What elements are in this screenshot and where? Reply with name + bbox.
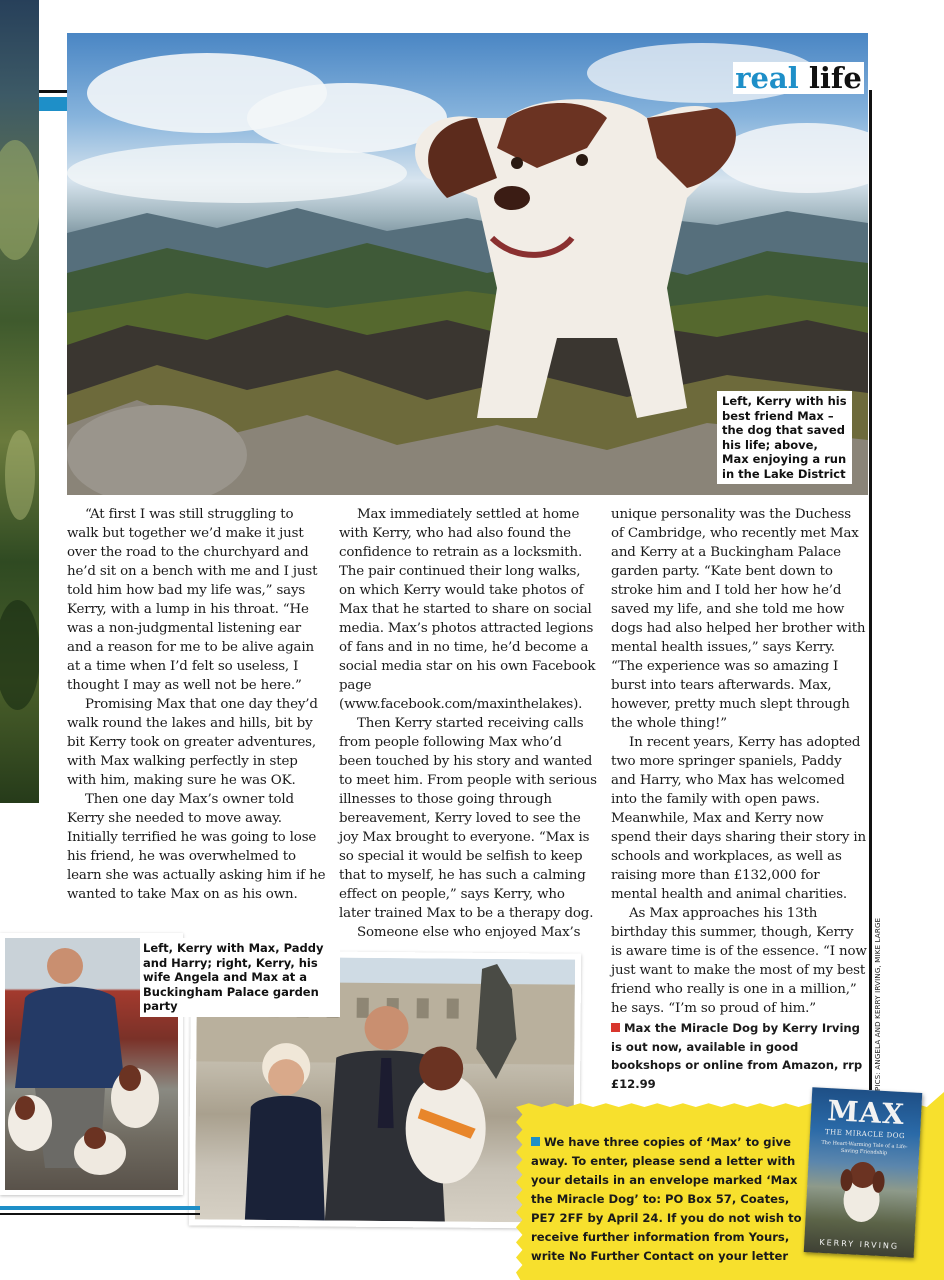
book-cover-title: MAX [826,1094,906,1132]
springer-spaniel-graphic [387,88,767,448]
giveaway-text-before: We have three copies of ‘Max’ to give away. To enter, please send a letter with your details in an envelope marked ‘Max the Miracle Dog’ to: PO Box 57, Coates, PE7 2FF by April 24. If you do not wish to receive further information from [531,1135,802,1244]
paragraph: unique personality was the Duchess of Cambridge, who recently met Max and Kerry at a Buckingham Palace garden party. “Kate bent down to stroke him and I told her how he’d saved my life, and she told me how dogs had also helped her brother with mental health issues,” says Kerry. “The experience was so amazing I burst into tears afterwards. Max, however, pretty much slept through the whole thing!” [611,507,866,731]
blue-square-bullet-icon [531,1137,540,1146]
paragraph: Someone else who enjoyed Max’s [357,925,581,940]
book-cover-tagline: The Heart-Warming Tale of a Life-Saving Friendship [821,1139,908,1157]
paragraph: Max immediately settled at home with Kerry, who had also found the confidence to retrain as a locksmith. The pair continued their long walks, on which Kerry would take photos of Max that he started to share on social media. Max’s photos attracted legions of fans and in no time, he’d become a social media star on his own Facebook page (www.facebook.com/maxinthelakes). [339,507,596,712]
giveaway-text-after: , write No Further Contact on your letter [531,1230,790,1263]
brand-word-life: life [808,61,862,95]
photo-credit [868,917,888,1091]
section-brand-real-life [733,62,864,94]
giveaway-text [531,1133,813,1266]
article-column-3 [611,505,867,1018]
magazine-name-yours: Yours [748,1230,785,1244]
hero-caption: Left, Kerry with his best friend Max – the dog that saved his life; above, Max enjoying a run in the Lake District [717,391,852,484]
red-square-bullet-icon [611,1023,620,1032]
book-cover-max [804,1087,922,1258]
article-column-2 [339,505,597,942]
header-dark-rule [39,90,67,93]
paragraph: Then one day Max’s owner told Kerry she needed to move away. Initially terrified he was going to lose his friend, he was overwhelmed to learn she was actually asking him if he wanted to take Max on as his own. [67,792,326,902]
paragraph: Then Kerry started receiving calls from people following Max who’d been touched by his story and wanted to meet him. From people with serious illnesses to those going through bereavement, Kerry loved to see the joy Max brought to everyone. “Max is so special it would be selfish to keep that to myself, he has such a calming effect on people,” says Kerry, who later trained Max to be a therapy dog. [339,716,597,921]
book-cover-dog-graphic [830,1153,894,1226]
brand-word-real: real [735,61,799,95]
bottom-photos-caption: Left, Kerry with Max, Paddy and Harry; right, Kerry, his wife Angela and Max at a Buckingham Palace garden party [140,938,340,1017]
previous-page-photo-strip [0,0,39,803]
article-column-1 [67,505,327,904]
footer-dark-rule [0,1213,200,1215]
book-cover-subtitle: THE MIRACLE DOG [824,1127,906,1141]
paragraph: Promising Max that one day they’d walk round the lakes and hills, bit by bit Kerry took on greater adventures, with Max walking perfectly in step with him, making sure he was OK. [67,697,318,788]
book-cover-author: KERRY IRVING [819,1237,900,1251]
header-blue-rule [39,97,67,111]
footer-blue-rule [0,1206,200,1210]
paragraph: In recent years, Kerry has adopted two more springer spaniels, Paddy and Harry, who Max has welcomed into the family with open paws. Meanwhile, Max and Kerry now spend their days sharing their story in schools and workplaces, as well as raising more than £132,000 for mental health and animal charities. [611,735,867,902]
book-availability-note [611,1019,867,1093]
book-note-text: Max the Miracle Dog by Kerry Irving is out now, available in good bookshops or online from Amazon, rrp £12.99 [611,1021,863,1091]
photo-credit-text: PICS: ANGELA AND KERRY IRVING, MIKE LARGE [874,917,882,1091]
paragraph: As Max approaches his 13th birthday this summer, though, Kerry is aware time is of the essence. “I now just want to make the most of my best friend who really is one in a million,” he says. “I’m so proud of him.” [611,906,867,1016]
paragraph: “At first I was still struggling to walk but together we’d make it just over the road to the churchyard and he’d sit on a bench with me and I just told him how bad my life was,” says Kerry, with a lump in his throat. “He was a non-judgmental listening ear and a reason for me to be alive again at a time when I’d felt so useless, I thought I may as well not be here.” [67,507,318,693]
